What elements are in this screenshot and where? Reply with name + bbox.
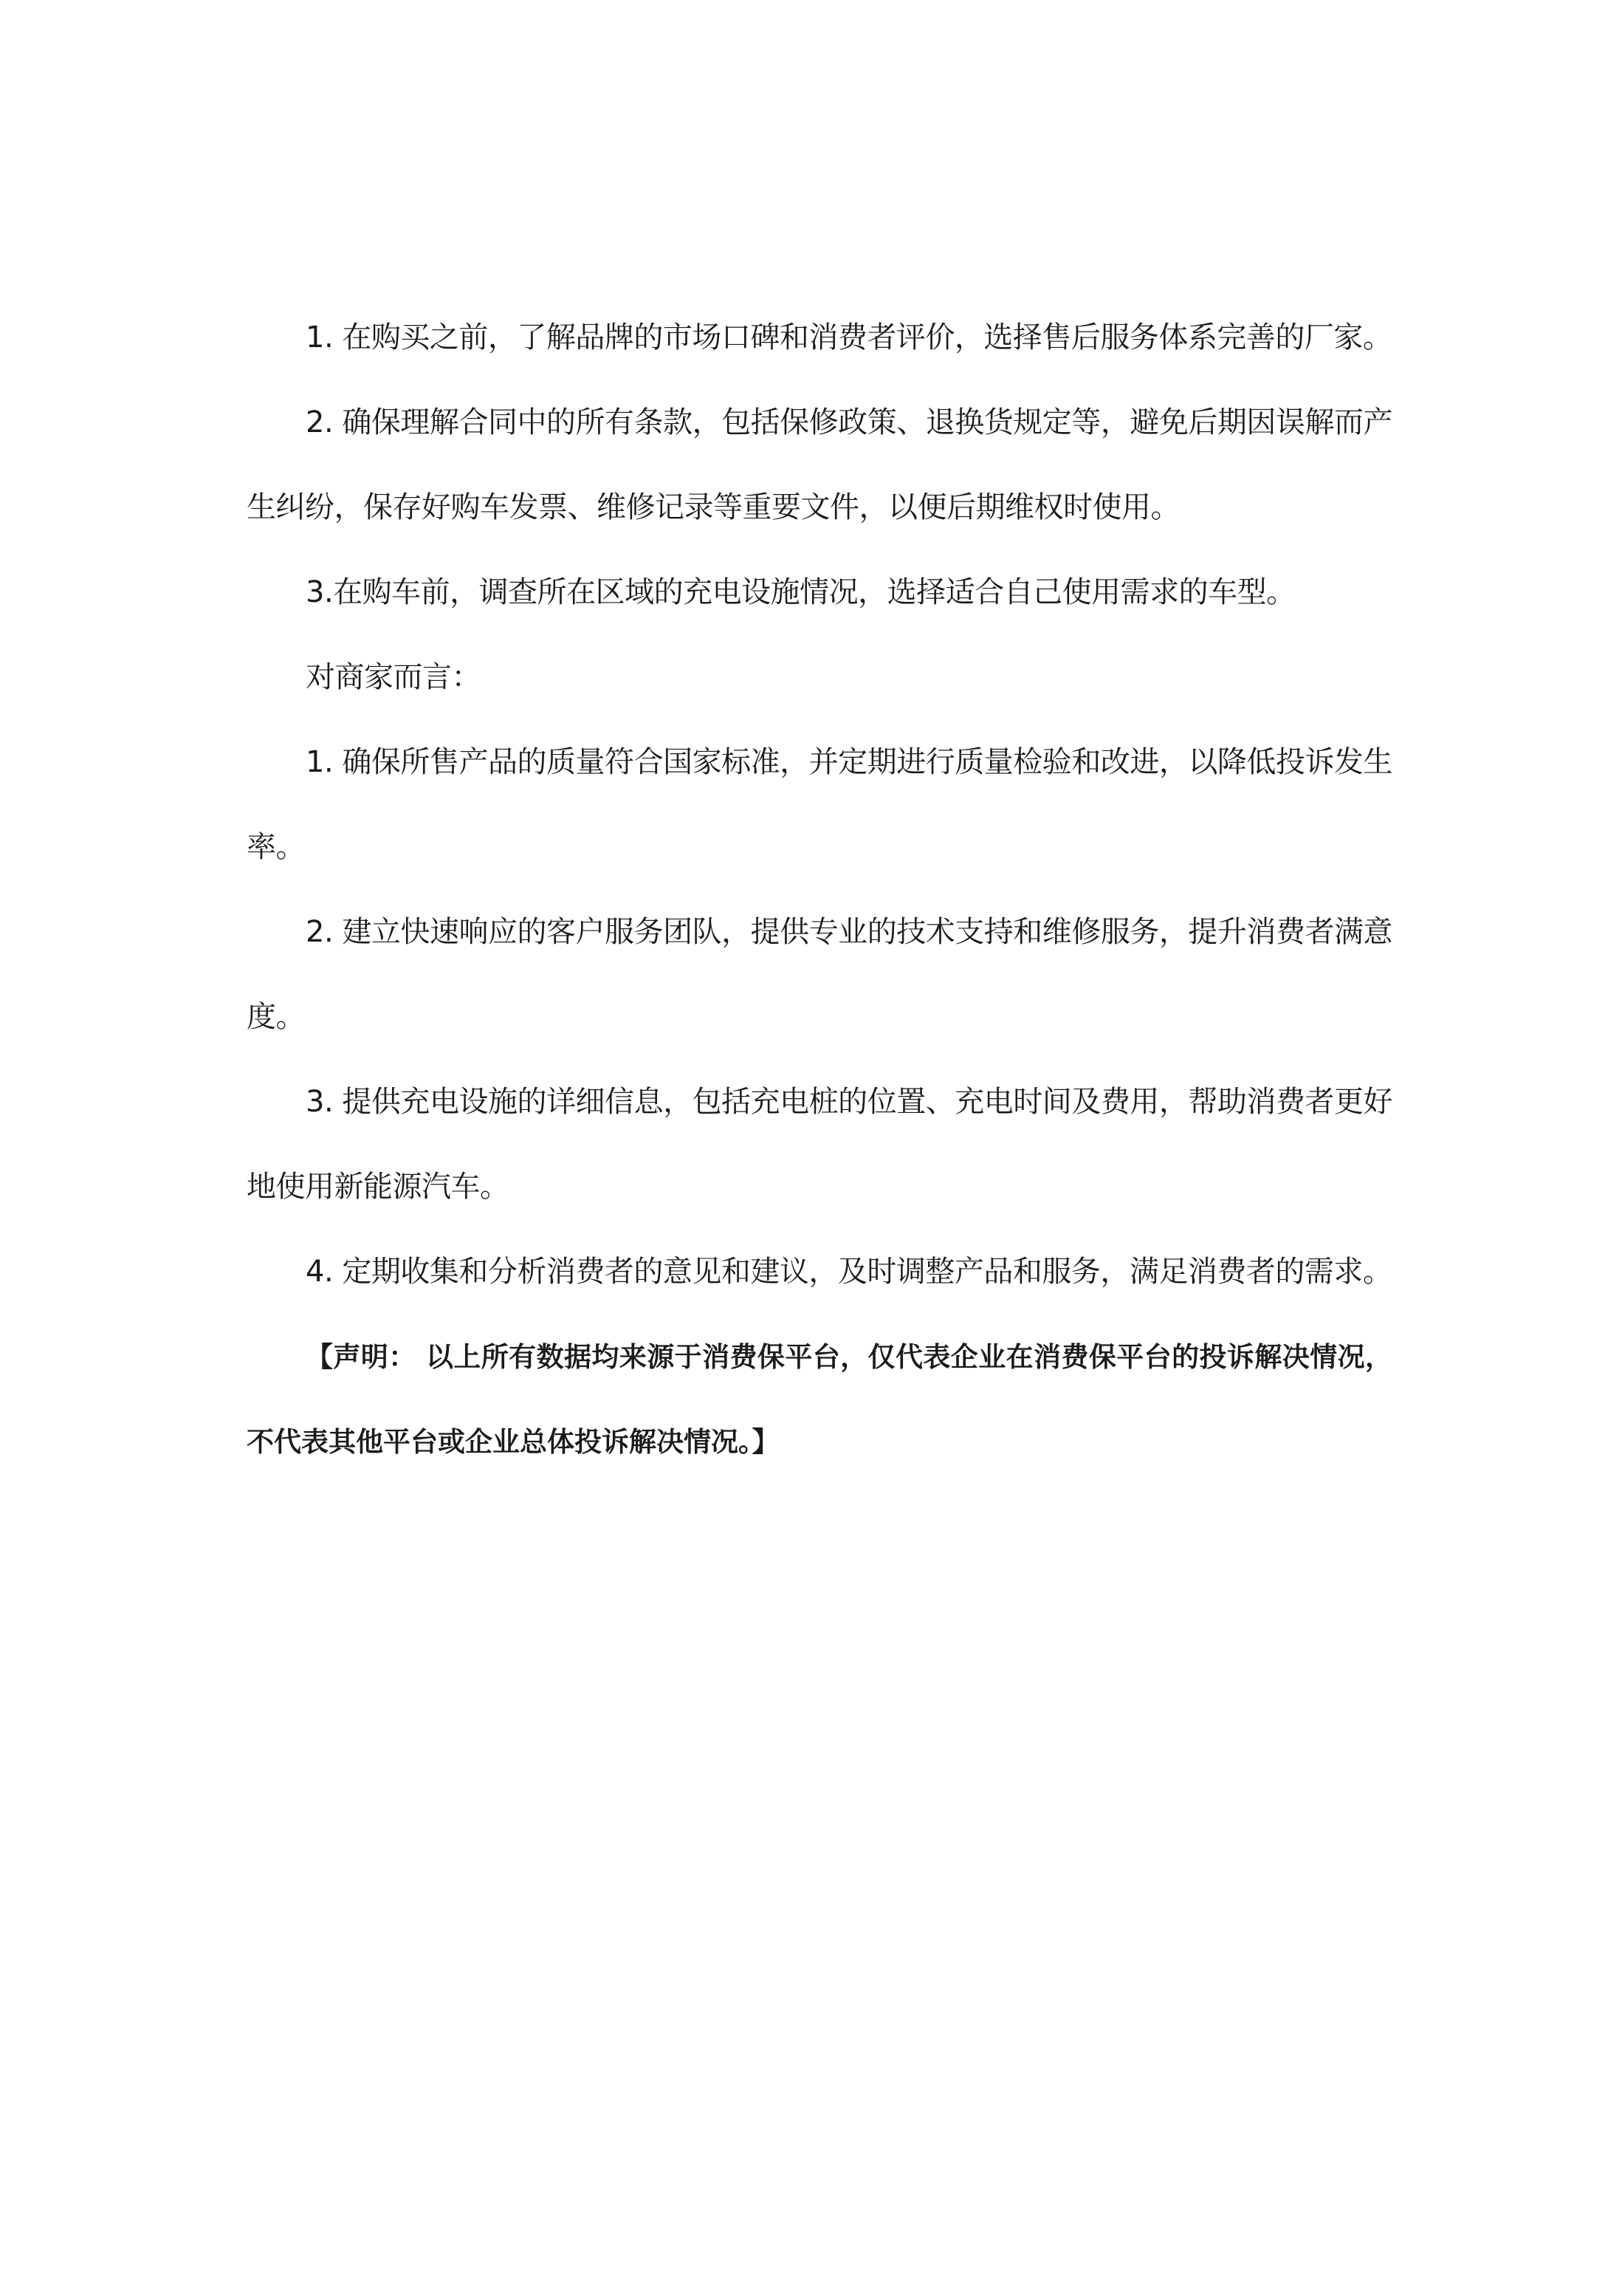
consumer-tip-1: 1. 在购买之前，了解品牌的市场口碑和消费者评价，选择售后服务体系完善的厂家。 xyxy=(306,321,1392,354)
disclaimer: 【声明： 以上所有数据均来源于消费保平台，仅代表企业在消费保平台的投诉解决情况，不代表其他平台或企业总体投诉解决情况。】 xyxy=(247,1341,1392,1458)
merchant-tip-4: 4. 定期收集和分析消费者的意见和建议，及时调整产品和服务，满足消费者的需求。 xyxy=(306,1255,1392,1289)
merchant-tip-3: 3. 提供充电设施的详细信息，包括充电桩的位置、充电时间及费用，帮助消费者更好地使用新能源汽车。 xyxy=(247,1085,1392,1204)
merchant-heading: 对商家而言： xyxy=(306,660,481,694)
merchant-tip-2: 2. 建立快速响应的客户服务团队，提供专业的技术支持和维修服务，提升消费者满意度。 xyxy=(247,915,1392,1034)
consumer-tip-2: 2. 确保理解合同中的所有条款，包括保修政策、退换货规定等，避免后期因误解而产生纠纷，保存好购车发票、维修记录等重要文件，以便后期维权时使用。 xyxy=(247,405,1392,524)
document-body xyxy=(247,295,1392,1484)
merchant-tip-1: 1. 确保所售产品的质量符合国家标准，并定期进行质量检验和改进，以降低投诉发生率。 xyxy=(247,745,1392,864)
consumer-tip-3: 3.在购车前，调查所在区域的充电设施情况，选择适合自己使用需求的车型。 xyxy=(306,575,1296,609)
